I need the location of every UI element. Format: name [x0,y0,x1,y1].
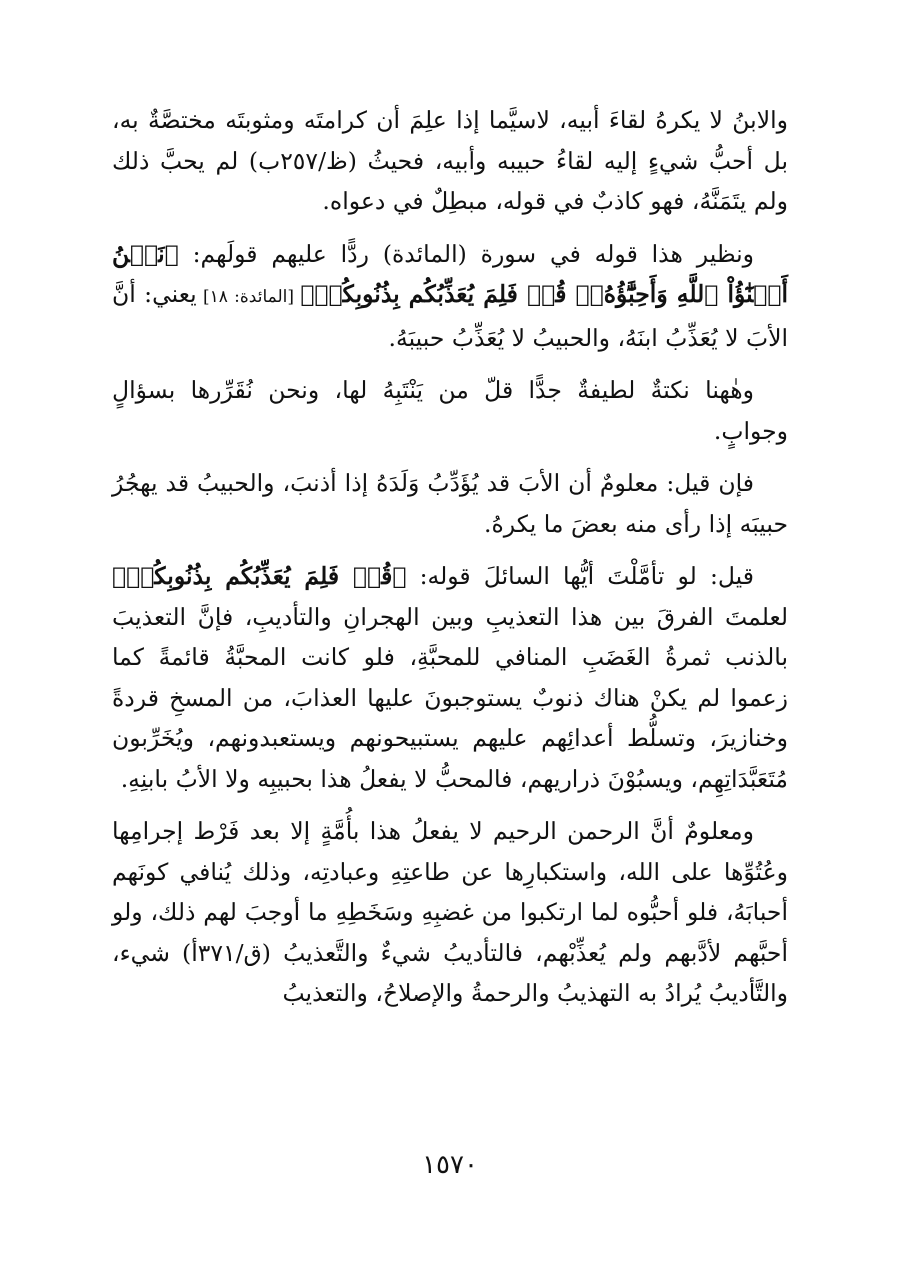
paragraph-5-explanation: لعلمتَ الفرقَ بين هذا التعذيبِ وبين الهجرانِ والتأديبِ، فإنَّ التعذيبَ بالذنب ثمرةُ الغَضَبِ المنافي للمحبَّةِ، فلو كانت المحبَّةُ قائمةً كما زعموا لم يكنْ هناك ذنوبٌ يستوجبونَ عليها العذابَ، من المسخِ قردةً وخنازيرَ، وتسلُّط أعدائِهم عليهم يستبيحونهم ويستعبدونهم، ويُخَرِّبون مُتَعَبَّدَاتِهِم، ويسبُوْنَ ذراريهم، فالمحبُّ لا يفعلُ هذا بحبيبِه ولا الأبُ بابنِهِ. [112,602,788,793]
quran-verse: ﴿قُلۡ فَلِمَ يُعَذِّبُكُم بِذُنُوبِكُمۖ﴾ [112,562,407,590]
body-text [112,100,788,1026]
paragraph-2-explanation: يعني: أنَّ الأبَ لا يُعَذِّبُ ابنَهُ، والحبيبُ لا يُعَذِّبُ حبيبَهُ. [112,280,788,352]
paragraph-3: وهٰهنا نكتةٌ لطيفةٌ جدًّا قلّ من يَنْتَبِهُ لها، ونحن نُقَرِّرها بسؤالٍ وجوابٍ. [112,376,788,445]
page-number: ١٥٧٠ [422,1150,478,1180]
paragraph-5-text: قيل: لو تأمَّلْتَ أيُّها السائلَ قوله: [406,562,754,590]
paragraph-2 [112,234,788,359]
paragraph-6: ومعلومٌ أنَّ الرحمن الرحيم لا يفعلُ هذا بأُمَّةٍ إلا بعد فَرْط إجرامِها وعُتُوِّها على الله، واستكبارِها عن طاعتِهِ وعبادتِه، وذلك يُنافي كونَهم أحبابَهُ، فلو أحبُّوه لما ارتكبوا من غضبِهِ وسَخَطِهِ ما أوجبَ لهم ذلك، ولو أحبَّهم لأدَّبهم ولم يُعذِّبْهم، فالتأديبُ شيءٌ والتَّعذيبُ (ق/٣٧١أ) شيء، والتَّأديبُ يُرادُ به التهذيبُ والرحمةُ والإصلاحُ، والتعذيبُ [112,817,788,1007]
paragraph-4: فإن قيل: معلومٌ أن الأبَ قد يُؤَدِّبُ وَلَدَهُ إذا أذنبَ، والحبيبُ قد يهجُرُ حبيبَه إذا رأى منه بعضَ ما يكرهُ. [112,469,788,538]
paragraph-5 [112,556,788,799]
verse-reference: [المائدة: ١٨] [196,287,301,307]
paragraph-2-text: ونظير هذا قوله في سورة (المائدة) ردًّا عليهم قولَهم: [178,239,754,268]
paragraph-1: والابنُ لا يكرهُ لقاءَ أبيه، لاسيَّما إذا علِمَ أن كرامتَه ومثوبتَه مختصَّةٌ به، بل أحبُّ شيءٍ إليه لقاءُ حبيبه وأبيه، فحيثُ (ظ/٢٥٧ب) لم يحبَّ ذلك ولم يتَمَنَّهُ، فهو كاذبٌ في قوله، مبطِلٌ في دعواه. [112,106,788,215]
quran-verse: ﴿نَحۡنُ أَبۡنَٰٓؤُاْ ٱللَّهِ وَأَحِبَّٰٓؤُهُۥۚ قُلۡ فَلِمَ يُعَذِّبُكُم بِذُنُوبِكُمۖ﴾ [112,239,788,308]
